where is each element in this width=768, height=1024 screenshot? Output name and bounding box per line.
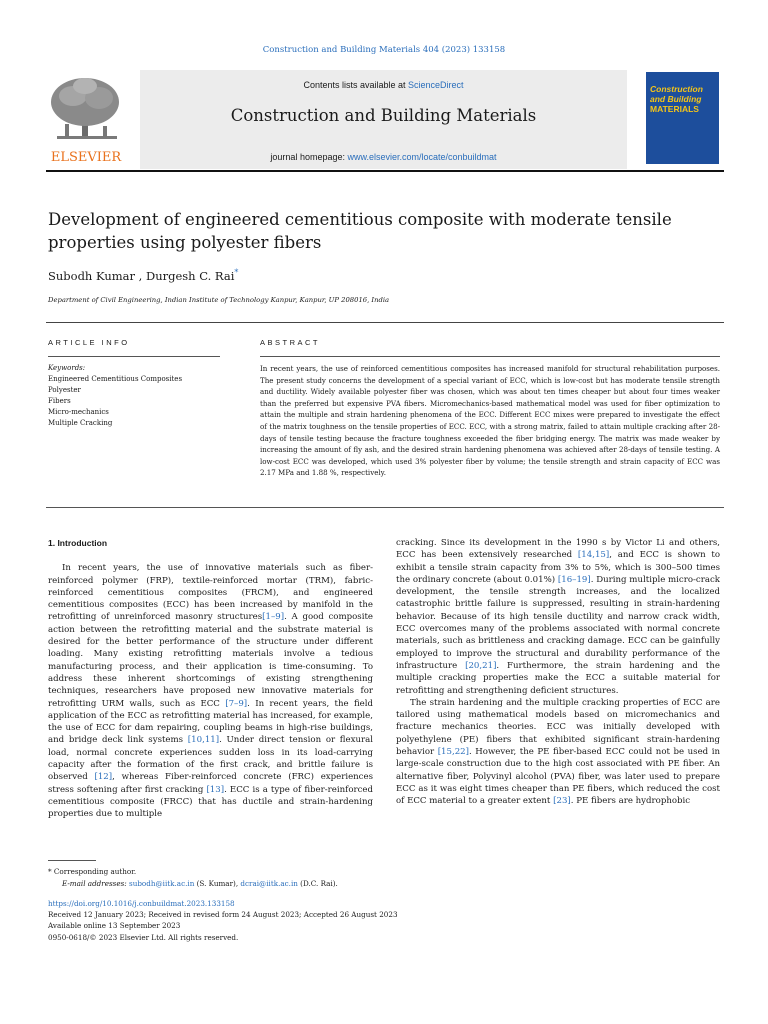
- journal-title: Construction and Building Materials: [230, 106, 537, 125]
- cover-title: Construction and Building MATERIALS: [650, 84, 703, 114]
- paragraph: cracking. Since its development in the 1990 s by Victor Li and others, ECC has been extensively researched [14,15], and ECC is shown to exhibit a tensile strain capacity from 3% to 5%, which is 300–500 times the ordinary concrete (about 0.01%) [16–19]. During multiple micro-crack development, the tensile strength increases, and the localized catastrophic brittle failure is suppressed, resulting in strain-hardening behavior. Because of its high tensile ductility and narrow crack width, ECC overcomes many of the problems associated with normal concrete materials, such as brittleness and cracking damage. ECC can be gainfully employed to improve the structural and durability performance of the infrastructure [20,21]. Furthermore, the strain hardening and the multiple cracking properties make the ECC a suitable material for retrofitting and strengthening deficient structures.: [396, 538, 720, 696]
- corresponding-author-mark[interactable]: *: [234, 268, 239, 277]
- citation-link[interactable]: [7–9]: [225, 698, 248, 709]
- received-dates: Received 12 January 2023; Received in revised form 24 August 2023; Accepted 26 August 2023: [48, 910, 398, 920]
- email-addresses: E-mail addresses: subodh@iitk.ac.in (S. Kumar), dcrai@iitk.ac.in (D.C. Rai).: [62, 879, 338, 889]
- keyword-item: Engineered Cementitious Composites: [48, 375, 183, 383]
- journal-reference-link[interactable]: Construction and Building Materials 404 (2023) 133158: [262, 45, 506, 55]
- journal-homepage-link[interactable]: www.elsevier.com/locate/conbuildmat: [347, 152, 497, 162]
- abstract-divider: [260, 356, 720, 357]
- paragraph: The strain hardening and the multiple cracking properties of ECC are tailored using mathematical models based on micromechanics and fracture mechanics theories. ECC was initially developed with polyethylene (PE) fibers that exhibited significant strain-hardening behavior [15,22]. However, the PE fiber-based ECC could not be used in large-scale construction due to the high cost associated with PE fiber. An alternative fiber, Polyvinyl alcohol (PVA) fiber, was later used to prepare ECC as it was eight times cheaper than PE fibers, which reduced the cost of ECC material to a greater extent [23]. PE fibers are hydrophobic: [396, 697, 720, 807]
- paragraph: In recent years, the use of innovative materials such as fiber-reinforced polymer (FRP), textile-reinforced mortar (TRM), fabric-reinforced cementitious composites (FRCM), and engineered cementitious composites (ECC) has been increased by manifold in the retrofitting of unreinforced masonry structures[1–9]. A good composite action between the retrofitting material and the substrate material is desired for the better performance of the structure under different loading. Many existing retrofitting materials involve a tedious manufacturing process, and their application is time-consuming. To address these inherent shortcomings of existing strengthening techniques, researchers have proposed new innovative materials for retrofitting URM walls, such as ECC [7–9]. In recent years, the field application of the ECC as retrofitting material has increased, for example, the use of ECC for dam repairing, coupling beams in high-rise buildings, and bridge deck link systems [10,11]. Under direct tension or flexural load, normal concrete experiences sudden loss in its load-carrying capacity after the formation of the first crack, and brittle failure is observed [12], whereas Fiber-reinforced concrete (FRC) experiences stress softening after first cracking [13]. ECC is a type of fiber-reinforced cementitious composite (FRCC) that has ductile and strain-hardening properties due to multiple: [48, 563, 374, 820]
- footnote-divider: [48, 860, 96, 861]
- publication-info: [48, 898, 398, 943]
- body-column-right: [396, 537, 720, 808]
- corresponding-author-note: * Corresponding author.: [48, 867, 137, 876]
- contents-availability: Contents lists available at ScienceDirect: [303, 80, 464, 90]
- citation-link[interactable]: [10,11]: [187, 735, 220, 746]
- online-date: Available online 13 September 2023: [48, 921, 181, 931]
- article-info-divider: [48, 356, 220, 357]
- elsevier-logo: [45, 72, 127, 167]
- header-divider: [46, 170, 724, 172]
- abstract-text: In recent years, the use of reinforced cementitious composites has increased manifold for structural rehabilitation purposes. The present study concerns the development of a special variant of ECC, which is low-cost but has moderate tensile strength and ductility. Widely available polyester fiber was chosen, which was about ten times cheaper but about four times weaker than the preferred but expensive PVA fibers. Micromechanics-based mathematical model was used for fiber optimization to attain the multiple and strain hardening phenomena of the ECC. Different ECC mixes were prepared to investigate the effect of the matrix toughness on the tensile properties of ECC. ECC, with a strong matrix, failed to attain multiple cracking after 28-days of tensile testing because the fracture toughness exceeded the fiber bridging energy. The matrix was made weaker by increasing the amount of fly ash, and the desired strain hardening phenomena was achieved after 28-days of tensile testing. A low-cost ECC was developed, which used 3% polyester fiber by volume; the tensile strength and strain capacity of ECC was 2.17 MPa and 1.88 %, respectively.: [260, 364, 720, 478]
- citation-link[interactable]: [15,22]: [437, 747, 469, 758]
- email-link[interactable]: dcrai@iitk.ac.in: [240, 879, 298, 889]
- author-affiliation: Department of Civil Engineering, Indian Institute of Technology Kanpur, Kanpur, UP 208016, India: [48, 296, 390, 304]
- email-link[interactable]: subodh@iitk.ac.in: [129, 879, 195, 889]
- citation-link[interactable]: [14,15]: [577, 550, 610, 561]
- body-column-left: [48, 537, 373, 821]
- article-title: Development of engineered cementitious composite with moderate tensile properties using polyester fibers: [48, 210, 672, 252]
- citation-link[interactable]: [23]: [553, 796, 571, 807]
- author-name[interactable]: Subodh Kumar: [48, 268, 135, 283]
- elsevier-wordmark: ELSEVIER: [50, 150, 122, 165]
- article-info-heading: ARTICLE INFO: [48, 338, 130, 347]
- author-name[interactable]: Durgesh C. Rai: [145, 268, 235, 283]
- keyword-list: [48, 363, 182, 429]
- citation-link[interactable]: [16–19]: [557, 574, 591, 585]
- author-list: Subodh Kumar , Durgesh C. Rai*: [48, 268, 239, 283]
- journal-homepage: journal homepage: www.elsevier.com/locate/conbuildmat: [270, 152, 497, 162]
- citation-link[interactable]: [20,21]: [465, 660, 497, 671]
- doi-link[interactable]: https://doi.org/10.1016/j.conbuildmat.2023.133158: [48, 899, 235, 908]
- citation-link[interactable]: [1–9]: [262, 612, 285, 623]
- journal-cover-image[interactable]: [646, 72, 719, 164]
- section-heading-introduction: 1. Introduction: [48, 538, 108, 548]
- citation-link[interactable]: [12]: [94, 772, 113, 783]
- keyword-item: Micro-mechanics: [48, 408, 109, 416]
- citation-link[interactable]: [13]: [206, 784, 225, 795]
- section-divider: [46, 322, 724, 323]
- footnotes: [48, 866, 338, 891]
- abstract-bottom-divider: [46, 507, 724, 508]
- keyword-item: Multiple Cracking: [48, 419, 113, 427]
- keyword-item: Polyester: [48, 386, 81, 394]
- abstract-heading: ABSTRACT: [260, 338, 321, 347]
- keyword-item: Fibers: [48, 397, 71, 405]
- sciencedirect-link[interactable]: ScienceDirect: [408, 80, 464, 90]
- copyright-notice: 0950-0618/© 2023 Elsevier Ltd. All rights reserved.: [48, 932, 239, 942]
- keywords-label: Keywords:: [48, 364, 86, 372]
